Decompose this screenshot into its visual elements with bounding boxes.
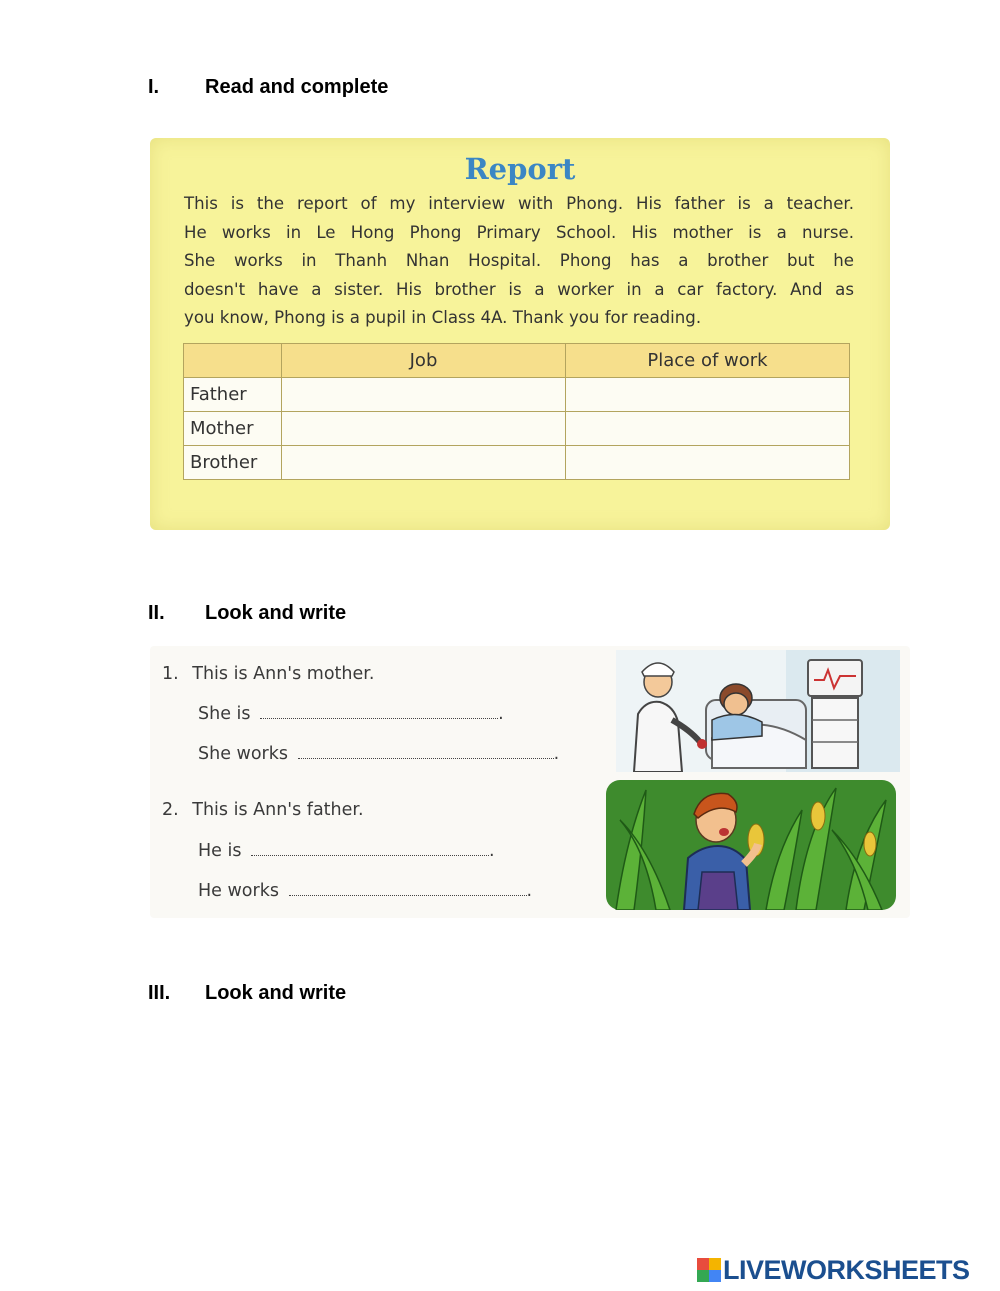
table-header-empty <box>184 344 282 378</box>
item-text: This is Ann's mother. <box>192 664 375 684</box>
prompt-text: He works <box>198 881 279 901</box>
section-number: III. <box>148 982 171 1004</box>
prompt-text: She works <box>198 744 288 764</box>
section-title: Look and write <box>205 982 347 1004</box>
report-table <box>183 343 850 480</box>
report-title: Report <box>464 152 576 186</box>
period: . <box>489 841 495 861</box>
item-2-line-1 <box>198 841 495 861</box>
table-header-job: Job <box>282 344 566 378</box>
report-text <box>184 190 854 333</box>
answer-cell-mother-job[interactable] <box>282 412 566 446</box>
row-label-mother: Mother <box>184 412 282 446</box>
report-card <box>150 138 890 530</box>
section-heading-3 <box>148 982 346 1005</box>
row-label-brother: Brother <box>184 446 282 480</box>
report-line: She works in Thanh Nhan Hospital. Phong has a brother but he <box>184 251 854 270</box>
section-title: Read and complete <box>205 76 389 98</box>
item-1-line-2 <box>198 744 559 764</box>
table-row <box>184 446 850 480</box>
section-heading-1 <box>148 76 388 99</box>
answer-cell-father-job[interactable] <box>282 378 566 412</box>
item-number: 2. <box>162 800 179 820</box>
report-line: This is the report of my interview with Phong. His father is a teacher. <box>184 194 854 213</box>
answer-cell-father-place[interactable] <box>566 378 850 412</box>
item-number: 1. <box>162 664 179 684</box>
item-1-line-1 <box>198 704 504 724</box>
liveworksheets-logo <box>697 1254 970 1286</box>
table-header-row <box>184 344 850 378</box>
look-and-write-panel <box>150 646 910 918</box>
section-number: II. <box>148 602 165 624</box>
farmer-illustration <box>606 780 896 910</box>
prompt-text: She is <box>198 704 251 724</box>
answer-blank[interactable] <box>298 758 554 759</box>
answer-blank[interactable] <box>251 855 489 856</box>
answer-cell-mother-place[interactable] <box>566 412 850 446</box>
period: . <box>553 744 560 764</box>
section-title: Look and write <box>205 602 347 624</box>
section-heading-2 <box>148 602 346 625</box>
report-line: He works in Le Hong Phong Primary School. His mother is a nurse. <box>184 222 854 242</box>
farmer-corn-icon <box>606 780 896 910</box>
answer-cell-brother-place[interactable] <box>566 446 850 480</box>
answer-blank[interactable] <box>289 895 527 896</box>
logo-blocks-icon <box>697 1258 721 1282</box>
answer-cell-brother-job[interactable] <box>282 446 566 480</box>
table-row <box>184 378 850 412</box>
item-1-sentence <box>162 664 374 684</box>
answer-blank[interactable] <box>260 718 498 719</box>
nurse-hospital-icon <box>616 650 900 772</box>
nurse-illustration <box>616 650 900 772</box>
section-number: I. <box>148 76 160 98</box>
period: . <box>498 704 504 724</box>
logo-text: LIVEWORKSHEETS <box>723 1254 970 1285</box>
prompt-text: He is <box>198 841 242 861</box>
report-line: you know, Phong is a pupil in Class 4A. Thank you for reading. <box>184 308 702 327</box>
period: . <box>526 881 533 901</box>
item-text: This is Ann's father. <box>192 800 364 820</box>
row-label-father: Father <box>184 378 282 412</box>
item-2-line-2 <box>198 881 532 901</box>
table-header-place: Place of work <box>566 344 850 378</box>
item-2-sentence <box>162 800 364 820</box>
table-row <box>184 412 850 446</box>
report-line: doesn't have a sister. His brother is a worker in a car factory. And as <box>184 279 854 299</box>
